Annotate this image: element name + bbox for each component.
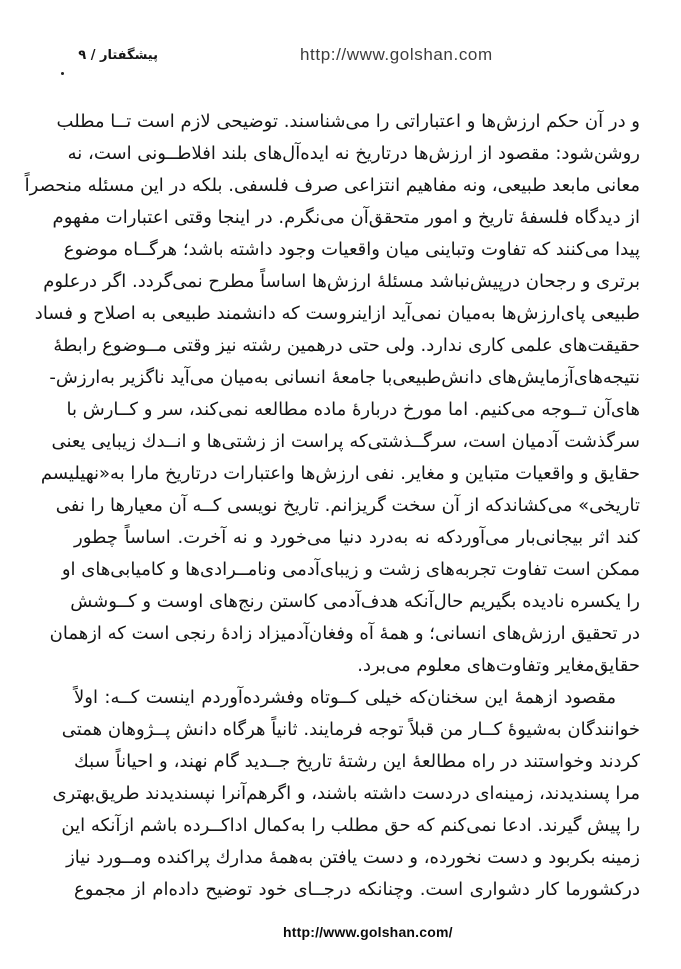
text-line: روشن‌شود: مقصود از ارزش‌ها درتاریخ نه ایده‌آل‌های بلند افلاطــونی است، نه xyxy=(67,143,640,164)
text-line: معانی مابعد طبیعی، ونه مفاهیم انتزاعی صرف فلسفی. بلکه در این مسئله منحصراً xyxy=(24,175,640,196)
text-line: های‌آن تــوجه می‌کنیم. اما مورخ دربارهٔ ماده مطالعه نمی‌کند، سر و کــارش با xyxy=(66,399,640,420)
text-line: مقصود ازهمهٔ این سخنان‌که خیلی کــوتاه وفشرده‌آوردم اینست کــه: اولاً xyxy=(74,687,616,708)
text-line: را یکسره نادیده بگیریم حال‌آنکه هدف‌آدمی کاستن رنج‌های اوست و کــوشش xyxy=(70,591,640,612)
text-line: کردند وخواستند در راه مطالعهٔ این رشتهٔ تاریخ جــدید گام نهند، و احیاناً سبك xyxy=(74,751,640,772)
text-line: برتری و رجحان درپیش‌نباشد مسئلهٔ ارزش‌ها اساساً مطرح نمی‌گردد. اگر درعلوم xyxy=(43,271,640,292)
text-line: و در آن حکم ارزش‌ها و اعتباراتی را می‌شناسند. توضیحی لازم است تــا مطلب xyxy=(56,111,640,132)
text-line: حقایق‌مغایر وتفاوت‌های معلوم می‌برد. xyxy=(357,655,640,676)
text-line: در تحقیق ارزش‌های انسانی؛ و همهٔ آه وفغان‌آدمیزاد زادهٔ رنجی است که ازهمان xyxy=(49,623,640,644)
footer-url-text: http://www.golshan.com/ xyxy=(283,924,453,940)
text-line: مرا پسندیدند، زمینه‌ای دردست داشته باشند، و اگرهم‌آنرا نپسندیدند طریق‌بهتری xyxy=(52,783,640,804)
text-body xyxy=(24,106,640,906)
text-line: کند اثر بیجانی‌بار می‌آوردکه نه به‌درد دنیا می‌خورد و نه آخرت. اساساً چطور xyxy=(74,527,640,548)
text-line: طبیعی پای‌ارزش‌ها به‌میان نمی‌آید ازاینروست که دانشمند طبیعی به اصلاح و فساد xyxy=(34,303,640,324)
text-line: را پیش گیرند. ادعا نمی‌کنم که حق مطلب را به‌کمال اداکــرده باشم ازآنکه این xyxy=(61,815,640,836)
text-line: از دیدگاه فلسفهٔ تاریخ و امور متحقق‌آن می‌نگرم. در اینجا وقتی اعتبارات مفهوم xyxy=(52,207,640,228)
text-line: پیدا می‌کنند که تفاوت وتباینی میان واقعیات وجود داشته باشد؛ هرگــاه موضوع xyxy=(63,239,640,260)
scan-artifact-dot xyxy=(61,72,64,75)
text-line: خوانندگان به‌شیوهٔ کــار من قبلاً توجه فرمایند. ثانیاً هرگاه دانش پــژوهان همتی xyxy=(61,719,640,740)
text-line: نتیجه‌های‌آزمایش‌های دانش‌طبیعی‌با جامعهٔ انسانی به‌میان می‌آید ناگزیر به‌ارزش- xyxy=(49,367,640,388)
text-line: زمینه بکربود و دست نخورده، و دست یافتن به‌همهٔ مدارك پراکنده ومــورد نیاز xyxy=(66,847,640,868)
text-line: تاریخی» می‌کشاندکه از آن سخت گریزانم. تاریخ نویسی کــه آن معیارها را نفی xyxy=(55,495,640,516)
text-line: حقیقت‌های علمی کاری ندارد. ولی حتی درهمین رشته نیز وقتی مــوضوع رابطهٔ xyxy=(53,335,640,356)
text-line: ممکن است تفاوت تجربه‌های زشت و زیبای‌آدمی ونامــرادی‌ها و کامیابی‌های او xyxy=(61,559,640,580)
text-line: سرگذشت آدمیان است، سرگــذشتی‌که پراست از زشتی‌ها و انــدك زیبایی یعنی xyxy=(51,431,640,452)
header-url-text: http://www.golshan.com xyxy=(300,45,493,64)
text-line: درکشورما کار دشواری است. وچنانکه درجــای خود توضیح داده‌ام از مجموع xyxy=(74,879,640,900)
text-line: حقایق و واقعیات متباین و مغایر. نفی ارزش‌ها واعتبارات درتاریخ مارا به«نهیلیسم xyxy=(40,463,640,484)
page-header-section-label: پیشگفتار / ۹ xyxy=(78,48,158,63)
